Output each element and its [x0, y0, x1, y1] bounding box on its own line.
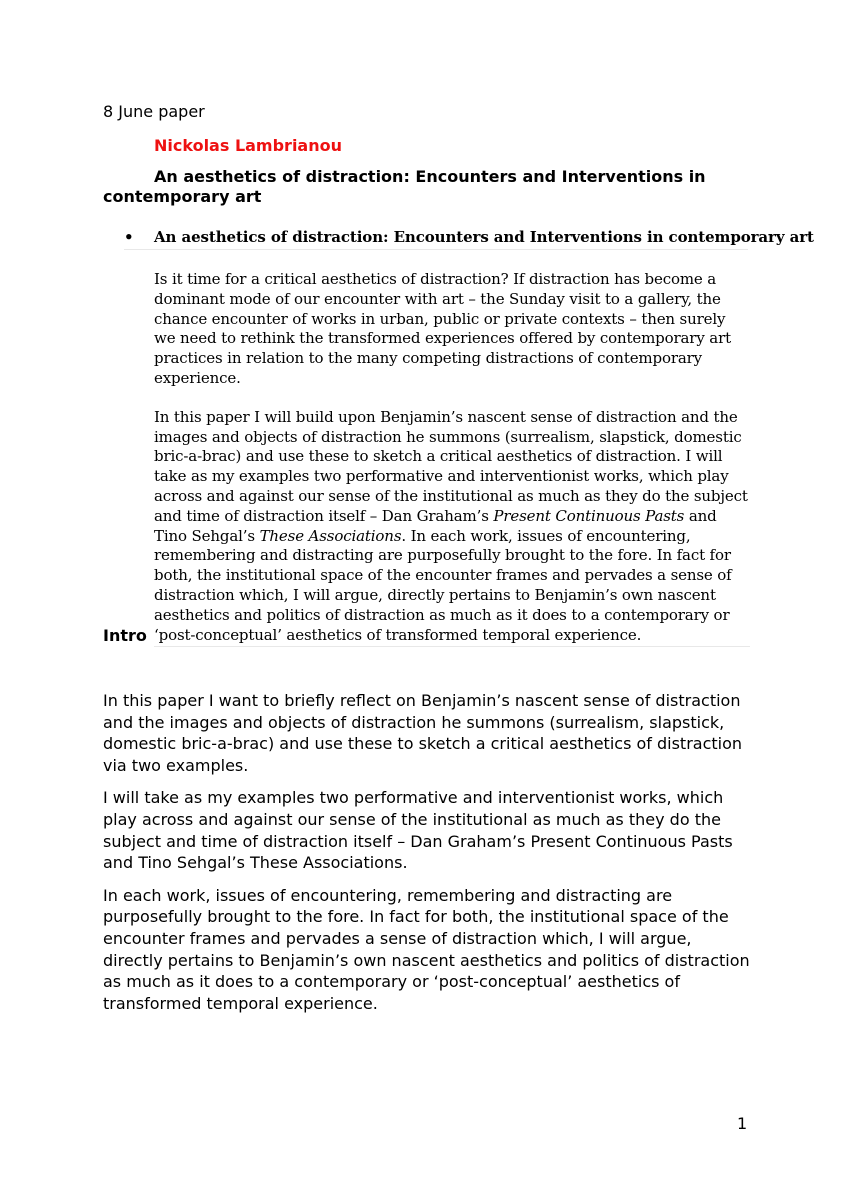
abstract-text: and Tino Sehgal’s: [154, 506, 717, 545]
body-paragraph-2: I will take as my examples two performative and interventionist works, which play across and against our sense of the institutional as much as they do the subject and time of distraction itself – Dan Graham’s Present Continuous Pasts and Tino Sehgal’s These Associations.: [103, 788, 733, 873]
date-line: 8 June paper: [103, 102, 205, 121]
abstract-text: . In each work, issues of encountering, remembering and distracting are purposefully brought to the fore. In fact for both, the institutional space of the encounter frames and pervades a sense of distraction which, I will argue, directly pertains to Benjamin’s own nascent aesthetics and politics of distraction as much as it does to a contemporary or ‘post-conceptual’ aesthetics of transformed temporal experience.: [154, 526, 732, 644]
author-name: Nickolas Lambrianou: [154, 136, 342, 155]
abstract-paragraph-1: Is it time for a critical aesthetics of distraction? If distraction has become a dominant mode of our encounter with art – the Sunday visit to a gallery, the chance encounter of works in urban, public or private contexts – then surely we need to rethink the transformed experiences offered by contemporary art practices in relation to the many competing distractions of contemporary experience.: [154, 270, 731, 387]
artwork-title: These Associations: [259, 526, 402, 545]
body-text: [103, 690, 753, 1025]
bullet-heading: An aesthetics of distraction: Encounters and Interventions in contemporary art: [154, 228, 814, 246]
abstract: [154, 270, 750, 666]
section-heading-intro: Intro: [103, 626, 147, 645]
page-number: 1: [737, 1114, 748, 1133]
abstract-text: In this paper I will build upon Benjamin’s nascent sense of distraction and the images and objects of distraction he summons (surrealism, slapstick, domestic bric-a-brac) and use these to sketch a critical aesthetics of distraction. I will take as my examples two performative and interventionist works, which play across and against our sense of the institutional as much as they do the subject and time of distraction itself – Dan Graham’s: [154, 407, 748, 525]
body-paragraph-3: In each work, issues of encountering, remembering and distracting are purposefully brought to the fore. In fact for both, the institutional space of the encounter frames and pervades a sense of distraction which, I will argue, directly pertains to Benjamin’s own nascent aesthetics and politics of distraction as much as it does to a contemporary or ‘post-conceptual’ aesthetics of transformed temporal experience.: [103, 885, 750, 1013]
body-paragraph-1: In this paper I want to briefly reflect on Benjamin’s nascent sense of distraction and the images and objects of distraction he summons (surrealism, slapstick, domestic bric-a-brac) and use these to sketch a critical aesthetics of distraction via two examples.: [103, 691, 743, 775]
artwork-title: Present Continuous Pasts: [493, 506, 685, 525]
paper-title: An aesthetics of distraction: Encounters and Interventions in contemporary art: [103, 167, 706, 206]
abstract-paragraph-2: [154, 408, 750, 648]
bullet-dot-icon: •: [124, 228, 134, 246]
bullet-heading-row: [124, 228, 814, 250]
